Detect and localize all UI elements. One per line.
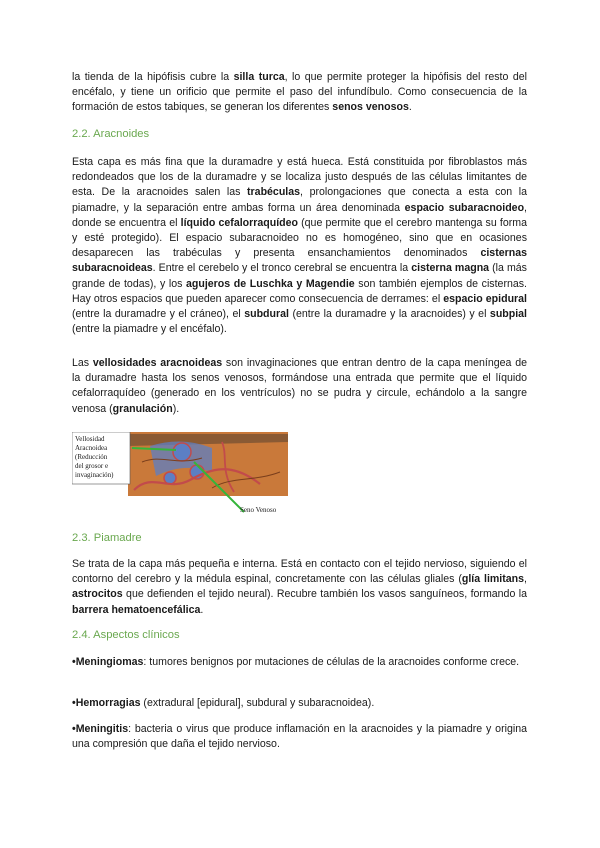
text-run: . <box>408 101 412 114</box>
text-run: Se trata de la capa más pequeña e interna. Está en contacto con el tejido nervioso, siguiendo el contorno del cerebro y la médula espinal, concretamente con las células gliales ( <box>72 558 527 586</box>
text-run: son también ejemplos de cisternas. Hay otros espacios que pueden aparecer como consecuencia de derrames: el <box>72 277 527 305</box>
text-run: , donde se encuentra el <box>72 201 527 229</box>
clinical-item-meningitis <box>72 722 527 752</box>
bold-term: subdural <box>244 308 289 321</box>
text-run: (entre la duramadre y la aracnoides) y el <box>288 308 490 321</box>
text-run: son invaginaciones que entran dentro de la capa meníngea de la duramadre hasta los senos venosos, formándose una entrada que permite que el líquido cefalorraquídeo (generado en los ventrículos) no se pudra y circule, echándolo a la sangre venosa ( <box>72 357 527 415</box>
text-run: (que permite que el cerebro mantenga su forma y esté protegido). El espacio subaracnoideo no es homogéneo, sino que en ocasiones desaparecen las trabéculas y presenta ensanchamientos denominados <box>72 216 527 260</box>
label-left-line: (Reducción <box>75 453 108 461</box>
bold-term: •Meningiomas <box>72 656 144 668</box>
text-run: , prolongaciones que conecta a esta con la piamadre, y la separación entre ambas forma un área denominada <box>72 186 528 214</box>
bold-term: barrera hematoencefálica <box>72 603 201 616</box>
label-left-line: invaginación) <box>75 471 114 479</box>
text-run: : bacteria o virus que produce inflamación en la aracnoides y la piamadre y origina una compresión que daña el tejido nervioso. <box>72 723 527 751</box>
section-heading-piamadre: 2.3. Piamadre <box>72 532 142 544</box>
arachnoid-villi-illustration <box>72 432 288 518</box>
bold-term: espacio epidural <box>443 292 527 305</box>
label-left-line: Vellosidad <box>75 435 105 443</box>
text-run: (entre la piamadre y el encéfalo). <box>72 323 227 336</box>
bold-term: agujeros de Luschka y Magendie <box>186 277 355 290</box>
text-run: , <box>524 573 527 586</box>
text-run: ). <box>172 402 180 415</box>
clinical-item-meningiomas <box>72 655 527 670</box>
bold-term: •Hemorragias <box>72 697 141 709</box>
text-run: Las <box>72 357 93 369</box>
text-run: (la más grande de todas), y los <box>72 262 527 290</box>
intro-paragraph <box>72 70 527 116</box>
bold-term: silla turca <box>233 71 285 83</box>
bold-term: vellosidades aracnoideas <box>92 357 223 369</box>
section-heading-aracnoides: 2.2. Aracnoides <box>72 128 150 140</box>
text-run: la tienda de la hipófisis cubre la <box>72 71 234 83</box>
text-run: que defienden el tejido neural). Recubre también los vasos sanguíneos, formando la <box>122 588 527 601</box>
bold-term: espacio subaracnoideo <box>404 201 525 214</box>
bold-term: líquido cefalorraquídeo <box>180 216 298 229</box>
text-run: : tumores benignos por mutaciones de células de la aracnoides conforme crece. <box>143 656 520 668</box>
arachnoid-villi-figure <box>72 432 288 518</box>
bold-term: senos venosos <box>332 101 409 114</box>
text-run: Esta capa es más fina que la duramadre y está hueca. Está constituida por fibroblastos más redondeados que los de la duramadre y se localiza justo después de las células limitantes de esta. De la aracnoides salen las <box>72 156 527 199</box>
text-run: (extradural [epidural], subdural y subaracnoidea). <box>140 697 375 709</box>
label-left-line: Aracnoidea <box>75 444 108 452</box>
bold-term: cisternas subaracnoideas <box>72 247 527 275</box>
text-run: , lo que permite proteger la hipófisis del resto del encéfalo, y tiene un orificio que permite el paso del infundíbulo. Como consecuencia de la formación de estos tabiques, se generan los diferentes <box>72 71 528 114</box>
villus-circle <box>173 443 191 461</box>
label-seno-venoso: Seno Venoso <box>240 506 277 514</box>
bold-term: trabéculas <box>247 186 301 199</box>
vellosidades-paragraph <box>72 356 527 417</box>
label-left-line: del grosor e <box>75 462 109 470</box>
text-run: . <box>200 603 204 616</box>
bold-term: cisterna magna <box>411 262 490 275</box>
bold-term: glía limitans <box>461 573 525 586</box>
bold-term: subpial <box>489 308 528 321</box>
bold-term: •Meningitis <box>72 723 129 735</box>
villus-circle <box>164 472 176 484</box>
section-heading-clinicos: 2.4. Aspectos clínicos <box>72 629 180 641</box>
clinical-item-hemorragias <box>72 696 527 711</box>
bold-term: granulación <box>112 402 173 415</box>
text-run: (entre la duramadre y el cráneo), el <box>72 308 245 321</box>
aracnoides-paragraph <box>72 155 527 337</box>
text-run: . Entre el cerebelo y el tronco cerebral se encuentra la <box>152 262 412 275</box>
bold-term: astrocitos <box>72 588 123 601</box>
piamadre-paragraph <box>72 557 527 618</box>
